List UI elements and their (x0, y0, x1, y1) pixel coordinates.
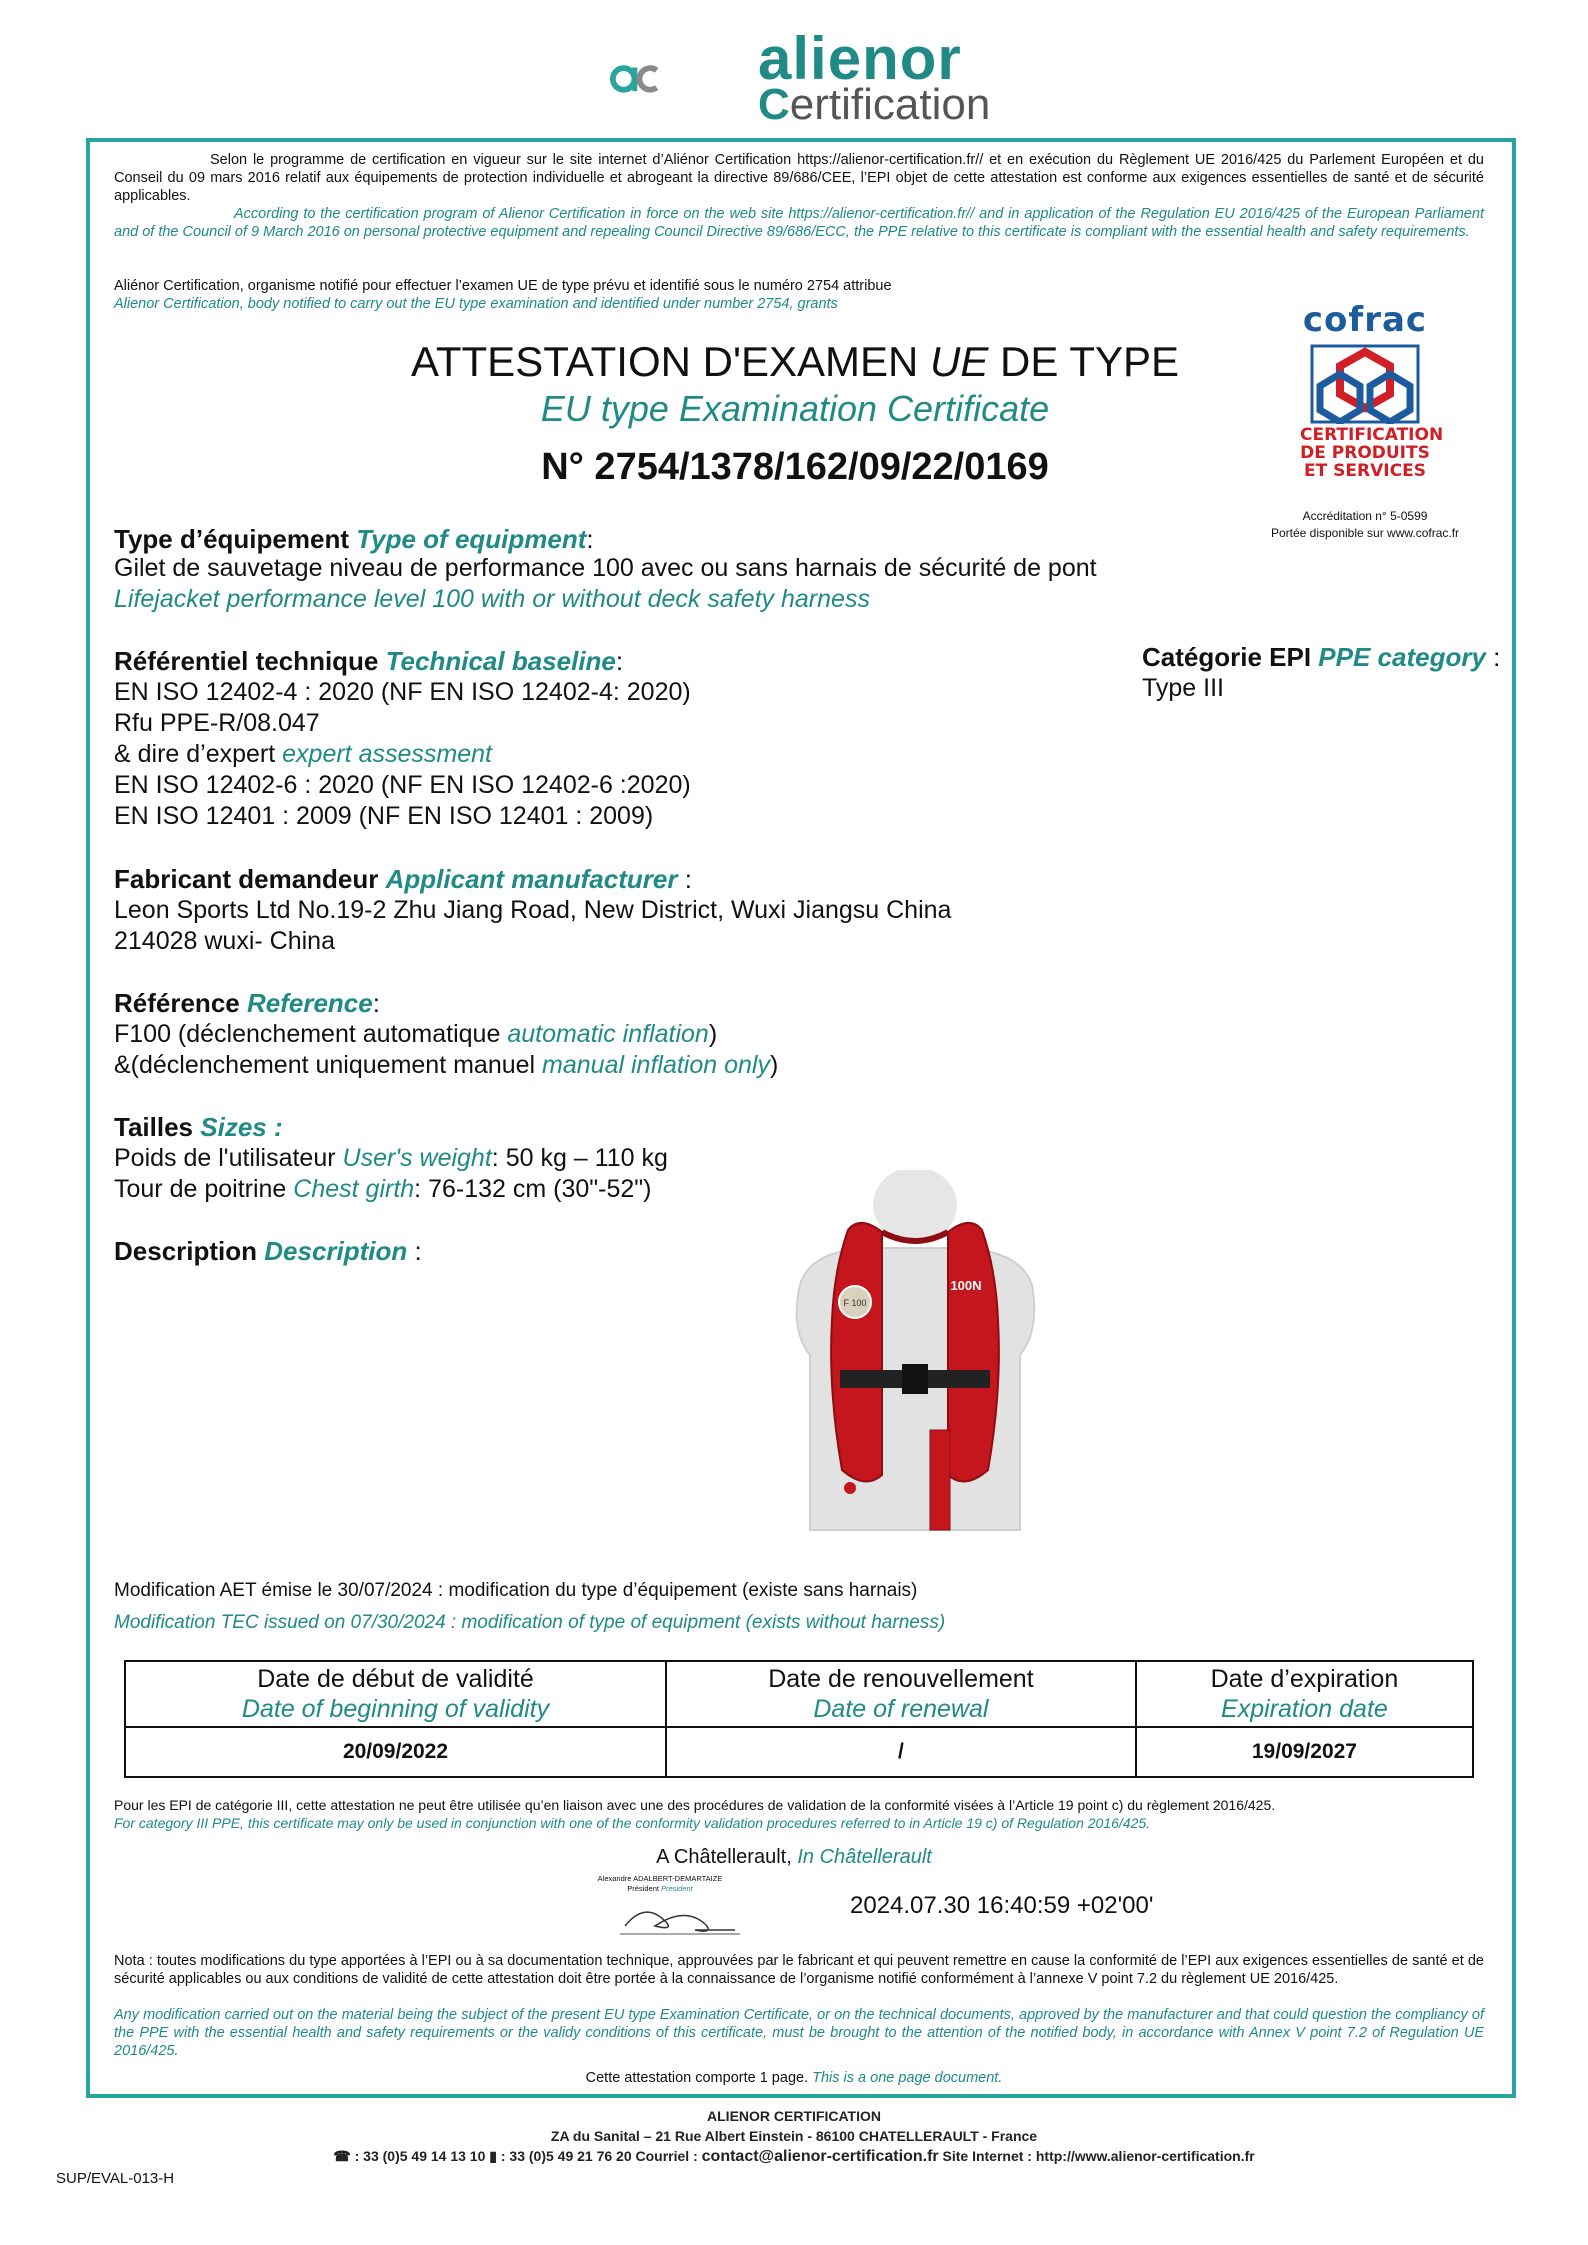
nota-fr: Nota : toutes modifications du type apportées à l’EPI ou à sa documentation technique, approuvées par le fabricant et qui peuvent remettre en cause la conformité de l’EPI aux exigences essentielles de santé et de sécurité applicables ou aux conditions de validité de cette attestation doit être portée à la connaissance de l’organisme notifié conformément à l’annexe V point 7.2 du règlement UE 2016/425. (114, 1953, 1484, 1987)
description-label: Description Description : (114, 1236, 422, 1266)
notified-en: Alienor Certification, body notified to carry out the EU type examination and identified under number 2754, grants (114, 296, 838, 312)
baseline-label: Référentiel technique Technical baseline: (114, 646, 624, 676)
header-expiration-date: Date d’expiration Expiration date (1136, 1661, 1473, 1727)
header-renewal-date: Date de renouvellement Date of renewal (666, 1661, 1136, 1727)
category-label: Catégorie EPI PPE category : (1142, 642, 1501, 672)
baseline-line2: Rfu PPE-R/08.047 (114, 709, 320, 737)
manufacturer-label: Fabricant demandeur Applicant manufacturer : (114, 864, 692, 894)
logo-subtitle: Certification (758, 80, 991, 129)
document-code: SUP/EVAL-013-H (56, 2170, 175, 2187)
intro-en: According to the certification program of Alienor Certification in force on the web site https://alienor-certification.fr// and in application of the Regulation EU 2016/425 of the European Parliament and of the Council of 9 March 2016 on personal protective equipment and repealing Council Directive 89/686/ECC, the PPE relative to this certificate is compliant with the essential health and safety requirements. (114, 206, 1484, 240)
lifejacket-photo (770, 1170, 1060, 1550)
header-start-date: Date de début de validité Date of beginning of validity (125, 1661, 666, 1727)
cofrac-line3: ET SERVICES (1304, 461, 1426, 481)
footer-website[interactable]: Site Internet : http://www.alienor-certification.fr (938, 2148, 1255, 2164)
reference-line1: F100 (déclenchement automatique automatic inflation) (114, 1020, 718, 1048)
cofrac-hexagon-icon (1310, 344, 1420, 424)
sizes-weight: Poids de l'utilisateur User's weight: 50 kg – 110 kg (114, 1144, 668, 1172)
footer-company: ALIENOR CERTIFICATION (707, 2108, 881, 2124)
signature-timestamp: 2024.07.30 16:40:59 +02'00' (850, 1892, 1154, 1919)
notified-fr: Aliénor Certification, organisme notifié pour effectuer l’examen UE de type prévu et identifié sous le numéro 2754 attribue (114, 278, 892, 294)
signature-place: A Châtellerault, In Châtellerault (656, 1846, 932, 1868)
baseline-line1: EN ISO 12402-4 : 2020 (NF EN ISO 12402-4: 2020) (114, 678, 691, 706)
usage-note-en: For category III PPE, this certificate may only be used in conjunction with one of the conformity validation procedures referred to in Article 19 c) of Regulation 2016/425. (114, 1815, 1151, 1831)
footer-email[interactable]: contact@alienor-certification.fr (701, 2148, 939, 2165)
signature-block: Alexandre ADALBERT-DEMARTAIZE Président President (597, 1874, 723, 1893)
equipment-value-fr: Gilet de sauvetage niveau de performance 100 avec ou sans harnais de sécurité de pont (114, 554, 1097, 582)
sizes-chest: Tour de poitrine Chest girth: 76-132 cm (30"-52") (114, 1175, 652, 1203)
footer-address: ZA du Sanital – 21 Rue Albert Einstein - 86100 CHATELLERAULT - France (550, 2128, 1038, 2144)
reference-line2: &(déclenchement uniquement manuel manual inflation only) (114, 1051, 779, 1079)
reference-label: Référence Reference: (114, 988, 380, 1018)
usage-note-fr: Pour les EPI de catégorie III, cette attestation ne peut être utilisée qu’en liaison avec une des procédures de validation de la conformité visées à l’Article 19 point c) du règlement 2016/425. (114, 1797, 1276, 1813)
expiration-date-value: 19/09/2027 (1136, 1727, 1473, 1777)
company-footer (0, 2106, 1588, 2167)
cofrac-line2: DE PRODUITS (1300, 443, 1430, 463)
cofrac-line1: CERTIFICATION (1300, 425, 1444, 445)
manufacturer-line1: Leon Sports Ltd No.19-2 Zhu Jiang Road, New District, Wuxi Jiangsu China (114, 896, 952, 924)
sizes-label: Tailles Sizes : (114, 1112, 283, 1142)
modification-en: Modification TEC issued on 07/30/2024 : modification of type of equipment (exists without harness) (114, 1612, 946, 1633)
baseline-line5: EN ISO 12401 : 2009 (NF EN ISO 12401 : 2009) (114, 802, 654, 830)
nota-en: Any modification carried out on the material being the subject of the present EU type Examination Certificate, or on the technical documents, approved by the manufacturer and that could question the compliancy of the PPE with the essential health and safety requirements or the validy conditions of this certificate, must be brought to the attention of the notified body, in accordance with Annex V point 7.2 of Regulation UE 2016/425. (114, 2007, 1484, 2059)
category-value: Type III (1142, 674, 1224, 702)
vest-rating: 100N (950, 1278, 982, 1293)
equipment-value-en: Lifejacket performance level 100 with or without deck safety harness (114, 585, 870, 613)
validity-dates-table (124, 1660, 1474, 1778)
modification-fr: Modification AET émise le 30/07/2024 : modification du type d’équipement (existe sans harnais) (114, 1580, 918, 1601)
equipment-label: Type d’équipement Type of equipment: (114, 524, 594, 554)
baseline-line3: & dire d’expert expert assessment (114, 740, 492, 768)
certificate-number: N° 2754/1378/162/09/22/0169 (541, 446, 1049, 488)
title-en: EU type Examination Certificate (540, 388, 1050, 429)
vest-badge: F 100 (843, 1298, 867, 1308)
title-fr: ATTESTATION D'EXAMEN UE DE TYPE (410, 338, 1180, 385)
renewal-date-value: / (666, 1727, 1136, 1777)
logo-brand: alienor (758, 25, 962, 92)
signature-icon (615, 1896, 745, 1941)
cofrac-logo (1300, 300, 1444, 481)
cofrac-name: cofrac (1302, 300, 1428, 340)
cofrac-accreditation: Accréditation n° 5-0599 Portée disponible sur www.cofrac.fr (1270, 509, 1460, 540)
intro-fr: Selon le programme de certification en vigueur sur le site internet d’Aliénor Certification https://alienor-certification.fr// et en exécution du Règlement UE 2016/425 du Parlement Européen et du Conseil du 09 mars 2016 relatif aux équipements de protection individuelle et abrogeant la directive 89/686/CEE, l’EPI objet de cette attestation est conforme aux exigences essentielles de santé et de sécurité applicables. (114, 152, 1484, 204)
baseline-line4: EN ISO 12402-6 : 2020 (NF EN ISO 12402-6 :2020) (114, 771, 691, 799)
start-date-value: 20/09/2022 (125, 1727, 666, 1777)
alienor-logo-mark (610, 30, 750, 130)
footer-contact: ☎ : 33 (0)5 49 14 13 10 ▮ : 33 (0)5 49 21 76 20 Courriel : contact@alienor-certification.fr Site Internet : http://www.alienor-certification.fr (333, 2148, 1255, 2165)
manufacturer-line2: 214028 wuxi- China (114, 927, 335, 955)
page-count: Cette attestation comporte 1 page. This is a one page document. (585, 2070, 1003, 2086)
